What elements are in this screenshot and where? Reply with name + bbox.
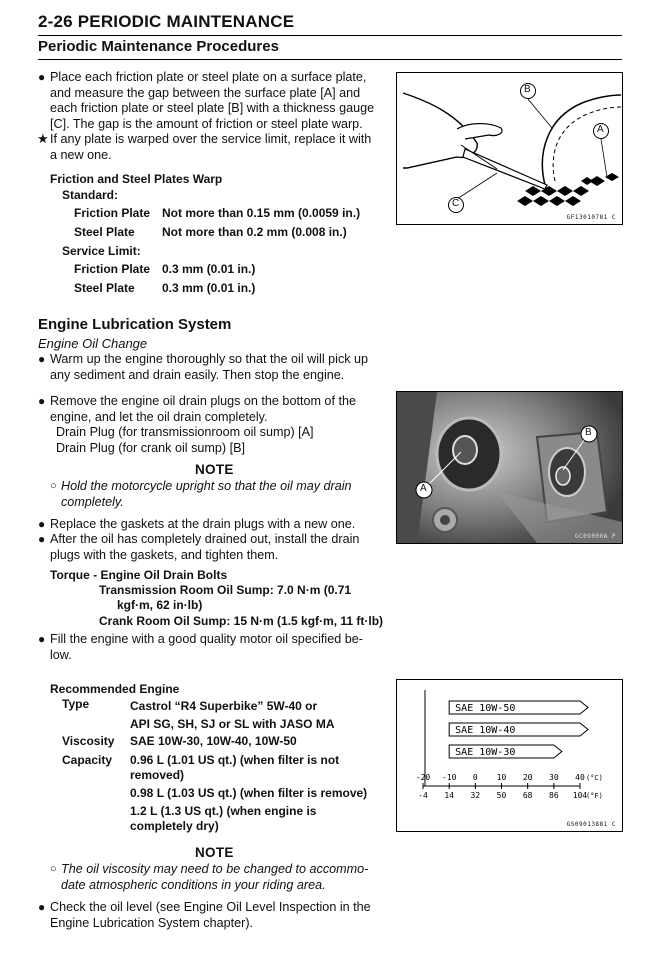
type-value xyxy=(130,697,334,733)
section-heading: Periodic Maintenance Procedures xyxy=(38,38,279,55)
limit-label: Service Limit: xyxy=(62,244,141,258)
spec-value: Not more than 0.15 mm (0.0059 in.) xyxy=(162,206,361,220)
gasket-instruction: Replace the gaskets at the drain plugs with a new one. xyxy=(50,517,356,531)
fahrenheit-unit: (°F) xyxy=(586,792,603,800)
text-line: Place each friction plate or steel plate on a surface plate, xyxy=(50,70,367,84)
fahrenheit-tick-label: 50 xyxy=(496,791,507,800)
text-line: Drain Plug (for crank oil sump) [B] xyxy=(56,440,245,455)
torque-title: Torque - Engine Oil Drain Bolts xyxy=(50,568,228,582)
spec-title: Friction and Steel Plates Warp xyxy=(50,172,223,186)
text-line: 1.2 L (1.3 US qt.) (when engine is xyxy=(130,804,317,818)
text-line: [C]. The gap is the amount of friction or steel plate warp. xyxy=(50,116,363,131)
bullet-icon: ● xyxy=(38,632,46,646)
text-line: Engine Lubrication System chapter). xyxy=(50,915,254,930)
bullet-icon: ● xyxy=(38,517,46,531)
torque-crank: Crank Room Oil Sump: 15 N·m (1.5 kgf·m, 11 ft·lb) xyxy=(99,614,384,628)
spec-item: Friction Plate xyxy=(74,206,151,220)
callout-a: A xyxy=(420,483,427,494)
text-line: and measure the gap between the surface plate [A] and xyxy=(50,85,361,100)
figure-code: GF13010781 C xyxy=(566,214,616,221)
text-line: 0.96 L (1.01 US qt.) (when filter is not xyxy=(130,753,340,767)
celsius-tick-label: 10 xyxy=(496,773,507,782)
page-title: 2-26 PERIODIC MAINTENANCE xyxy=(38,12,295,31)
recommended-title: Recommended Engine xyxy=(50,682,180,696)
figure-code: GS09013881 C xyxy=(566,821,616,828)
callout-c: C xyxy=(452,198,460,209)
engine-bottom-photo xyxy=(397,392,622,543)
plate-outline xyxy=(542,95,621,185)
check-level-instruction xyxy=(50,900,390,931)
note-heading: NOTE xyxy=(195,845,234,860)
celsius-tick-label: 20 xyxy=(522,773,533,782)
celsius-tick-label: -20 xyxy=(415,773,431,782)
note-viscosity xyxy=(61,862,391,893)
text-line: removed) xyxy=(130,768,185,782)
note-circle-icon: ○ xyxy=(50,863,57,875)
text-line: 0.98 L (1.03 US qt.) (when filter is remove) xyxy=(130,786,368,800)
section-title: Engine Lubrication System xyxy=(38,316,232,333)
text-line: Check the oil level (see Engine Oil Level Inspection in the xyxy=(50,900,371,914)
fahrenheit-tick-label: 14 xyxy=(444,791,454,800)
drain-plug-list xyxy=(56,425,386,456)
header-rule-bottom xyxy=(38,59,622,60)
text-line: completely dry) xyxy=(130,819,219,833)
spec-item: Friction Plate xyxy=(74,262,151,276)
figure-code: GC09000A P xyxy=(574,533,616,540)
bullet-icon: ● xyxy=(38,394,46,408)
note-heading: NOTE xyxy=(195,462,234,477)
text-line: each friction plate or steel plate [B] with a thickness gauge xyxy=(50,101,375,115)
text-line: Drain Plug (for transmissionroom oil sump) [A] xyxy=(56,425,314,439)
warp-measurement-figure xyxy=(396,72,623,225)
spec-value: 0.3 mm (0.01 in.) xyxy=(162,262,256,276)
install-instruction xyxy=(50,532,390,563)
text-line: date atmospheric conditions in your riding area. xyxy=(61,877,326,892)
viscosity-value: SAE 10W-30, 10W-40, 10W-50 xyxy=(130,734,297,748)
fahrenheit-tick-label: 86 xyxy=(549,791,559,800)
bullet-icon: ● xyxy=(38,352,46,366)
finger xyxy=(457,124,502,139)
bullet-icon: ● xyxy=(38,532,46,546)
spec-item: Steel Plate xyxy=(74,281,135,295)
text-line: API SG, SH, SJ or SL with JASO MA xyxy=(130,717,335,731)
capacity-label: Capacity xyxy=(62,753,113,767)
text-line: engine, and let the oil drain completely. xyxy=(50,409,268,424)
fahrenheit-tick-label: 32 xyxy=(470,791,481,800)
text-line: After the oil has completely drained out, install the drain xyxy=(50,532,360,546)
celsius-tick-label: 0 xyxy=(472,773,478,782)
text-line: Fill the engine with a good quality motor oil specified be- xyxy=(50,632,363,646)
star-icon: ★ xyxy=(37,131,49,146)
spec-item: Steel Plate xyxy=(74,225,135,239)
text-line: Remove the engine oil drain plugs on the bottom of the xyxy=(50,394,356,408)
callout-a: A xyxy=(597,124,604,135)
text-line: a new one. xyxy=(50,147,112,162)
warp-illustration xyxy=(397,73,622,224)
torque-transmission: Transmission Room Oil Sump: 7.0 N·m (0.71 xyxy=(99,583,352,597)
note-circle-icon: ○ xyxy=(50,480,57,492)
celsius-tick-label: 30 xyxy=(549,773,559,782)
text-line: If any plate is warped over the service limit, replace it with xyxy=(50,132,372,146)
viscosity-chart-svg xyxy=(397,680,622,831)
bullet-icon: ● xyxy=(38,900,46,914)
plate-teeth xyxy=(553,107,621,181)
text-line: The oil viscosity may need to be changed to accommo- xyxy=(61,862,369,876)
series-label: SAE 10W-50 xyxy=(455,703,516,714)
capacity-value xyxy=(130,753,367,834)
torque-transmission-cont: kgf·m, 62 in·lb) xyxy=(117,598,203,612)
fahrenheit-tick-label: 104 xyxy=(572,791,588,800)
bullet-icon: ● xyxy=(38,70,46,84)
drain-plug-photo xyxy=(396,391,623,544)
series-label: SAE 10W-30 xyxy=(455,747,516,758)
series-label: SAE 10W-40 xyxy=(455,725,516,736)
text-line: plugs with the gaskets, and tighten them. xyxy=(50,547,279,562)
text-line: Castrol “R4 Superbike” 5W-40 or xyxy=(130,699,318,713)
celsius-unit: (°C) xyxy=(586,774,603,782)
fahrenheit-tick-label: 68 xyxy=(522,791,533,800)
warp-replace-note xyxy=(50,132,390,163)
text-line: low. xyxy=(50,647,72,662)
text-line: Warm up the engine thoroughly so that the oil will pick up xyxy=(50,352,369,366)
celsius-tick-label: -10 xyxy=(441,773,457,782)
fill-instruction xyxy=(50,632,390,663)
callout-b: B xyxy=(585,427,592,438)
header-rule-top xyxy=(38,35,622,36)
fahrenheit-tick-label: -4 xyxy=(418,791,428,800)
celsius-tick-label: 40 xyxy=(575,773,585,782)
text-line: Hold the motorcycle upright so that the oil may drain xyxy=(61,479,352,493)
callout-b: B xyxy=(524,84,531,95)
note-upright xyxy=(61,479,391,510)
remove-plug-instruction xyxy=(50,394,390,425)
viscosity-chart xyxy=(396,679,623,832)
standard-label: Standard: xyxy=(62,188,119,202)
subsection-title: Engine Oil Change xyxy=(38,336,148,351)
type-label: Type xyxy=(62,697,90,711)
text-line: completely. xyxy=(61,494,124,509)
warp-instruction xyxy=(50,70,390,132)
text-line: any sediment and drain easily. Then stop the engine. xyxy=(50,367,345,382)
warm-up-instruction xyxy=(50,352,390,383)
spec-value: 0.3 mm (0.01 in.) xyxy=(162,281,256,295)
viscosity-label: Viscosity xyxy=(62,734,115,748)
spec-value: Not more than 0.2 mm (0.008 in.) xyxy=(162,225,347,239)
